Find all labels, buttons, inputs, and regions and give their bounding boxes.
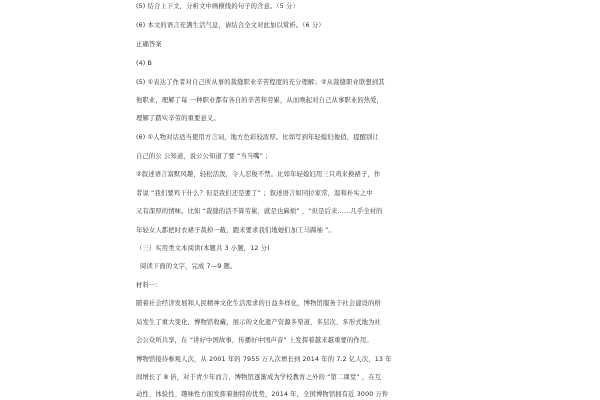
answer-5-line-1: (5) ①表达了作者对⾃⼰所从事的裁缝职业辛苦程度的充分理解；②从裁缝职业联想到其 [136, 79, 385, 86]
material-label: 材料⼀： [136, 282, 162, 289]
material-line-6: 动性、体验性、趣味性⽅⾯发挥着独特的优势，2014 年，全国博物馆拥有近 3000 万件 [136, 391, 389, 398]
answer-5-line-2: 他职业，理解了每 ⼀种职业都有各⾃的辛苦和劳累，从⽽唤起对⾃⼰从事职业的热爱， [136, 97, 384, 104]
question-5: (5) 结合上下⽂，分析⽂中画横线的句⼦的含意。（5 分） [136, 3, 299, 10]
answer-6-line-6: 年轻⼥⼈都把时⾐裙⼦裁掉⼀截，跑来要求我们地她们加⼯⻢蹄袖 ”。 [136, 227, 335, 234]
material-line-3: 会公众所共享，在 “讲好中国故事，传播好中国声⾳” 上发挥着越来越重要的作⽤。 [136, 337, 373, 344]
answer-4: (4) B [136, 60, 152, 67]
section-heading: （三）实⽤类⽂本阅读(本题共 3 ⼩题，12 分) [136, 245, 270, 252]
answer-6-line-2: ⾃⼰的公 公知道，说公公知道了要 “当当嘴” ; [136, 153, 268, 160]
question-6: (6) 本⽂的语⾔充满⽣活⽓息，请结合全⽂对此加以赏析。（6 分） [136, 22, 325, 29]
answer-6-line-5: ⼜有深厚的情味。⽐如 “裁缝的活不算劳累，就是也麻烦” ，“但是后来……⼏乎全村的 [136, 208, 383, 215]
answer-heading: 正确答案 [136, 41, 162, 48]
material-line-2: 局发⽣了重⼤变化，博物馆收藏，展示的⽂化遗产资源多渠道、多层次、多形式地为社 [136, 319, 381, 326]
document-page [136, 0, 466, 400]
material-line-4: 博物馆接待参观⼈次，从 2001 年的 7955 万⼈次增⻓到 2014 年的 7.2 亿⼈次，13 年 [136, 356, 392, 363]
answer-6-line-4: 者说 “我们要鸡⼲什么？但是我们还是要了” ；叙述语⾔如同拉家常，温和朴实之中 [136, 190, 373, 197]
reading-instruction: 阅读下⾯的⽂字，完成 7—9 题。 [140, 263, 237, 270]
material-line-1: 随着社会经济发展和⼈⺠精神⽂化⽣活需求的⽇益多样化，博物馆服务于社会建设的格 [136, 300, 381, 307]
material-line-5: 间增⻓了 8 倍，对于⻘少年⽽⾔，博物馆逐渐成为学校教育之外的 “第⼆课堂” ，在互 [136, 374, 382, 381]
answer-6-line-1: (6) ①⼈物对话适当使⽤⽅⾔词，地⽅⾊彩较浓厚。⽐如写到年轻媳妇俊俏，提醒别让 [136, 134, 379, 141]
answer-5-line-3: 理解了踏实辛劳的重要意义。 [136, 115, 220, 122]
answer-6-line-3: ②叙述语⾔富默⻛趣，轻松活泼，令⼈忍俊不禁。⽐如年轻媳妇⽤三只鸡来换裙⼦，作 [136, 171, 381, 178]
